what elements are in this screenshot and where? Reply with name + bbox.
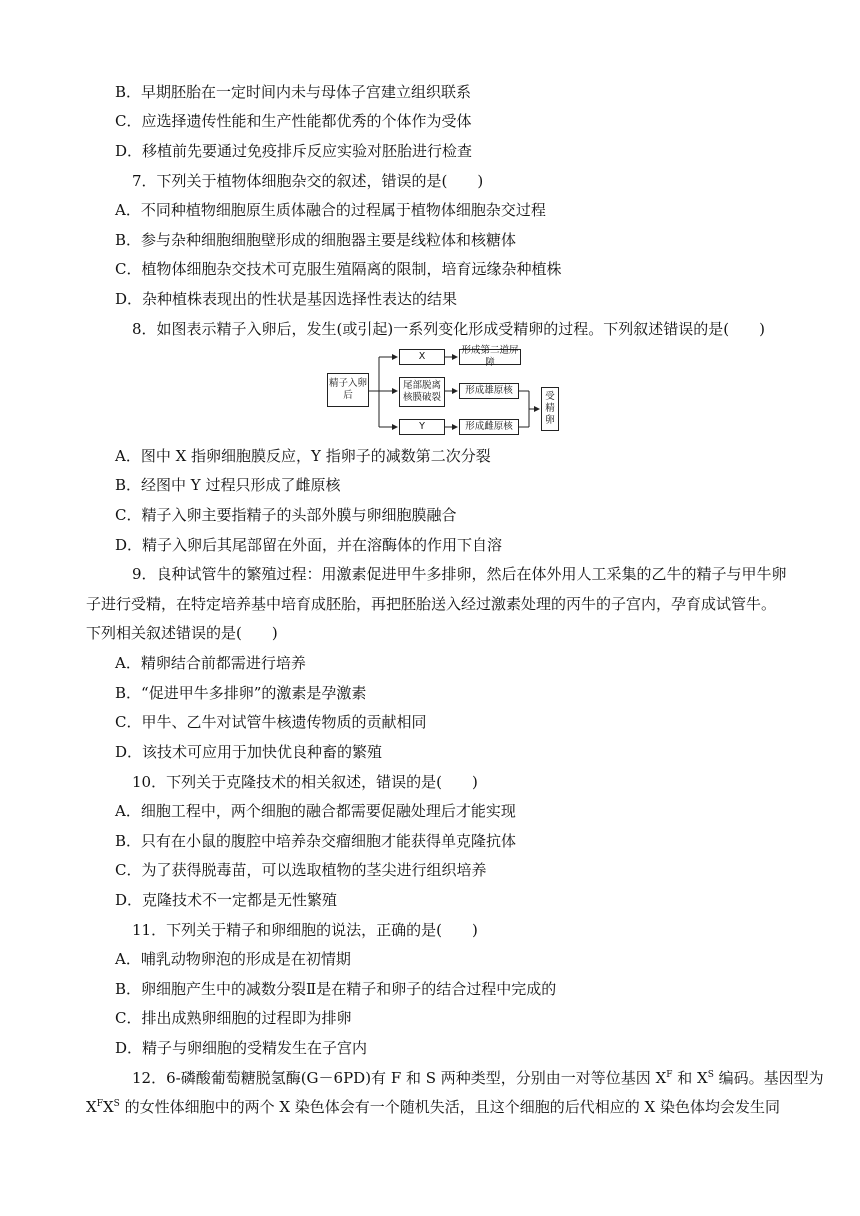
q8-option-d: D．精子入卵后其尾部留在外面，并在溶酶体的作用下自溶 [115,536,503,554]
q9-stem-line2: 子进行受精，在特定培养基中培育成胚胎，再把胚胎送入经过激素处理的丙牛的子宫内，孕育成试管牛。 [86,595,777,613]
q9-option-b: B．“促进甲牛多排卵”的激素是孕激素 [115,684,367,702]
q12-text-2a: X [86,1098,97,1116]
diagram-result-male-pronucleus: 形成雄原核 [459,383,519,399]
q11-option-c: C．排出成熟卵细胞的过程即为排卵 [115,1009,352,1027]
diagram-zygote-box: 受精卵 [541,387,559,431]
q12-text-2c: 的女性体细胞中的两个 X 染色体会有一个随机失活，且这个细胞的后代相应的 X 染色体均会发生同 [119,1098,780,1116]
q7-option-a: A．不同种植物细胞原生质体融合的过程属于植物体细胞杂交过程 [115,201,546,219]
q10-option-d: D．克隆技术不一定都是无性繁殖 [115,891,338,909]
q8-option-a: A．图中 X 指卵细胞膜反应，Y 指卵子的减数第二次分裂 [115,447,491,465]
q6-option-c: C．应选择遗传性能和生产性能都优秀的个体作为受体 [115,112,472,130]
q9-option-d: D．该技术可应用于加快优良种畜的繁殖 [115,743,383,761]
q10-option-b: B．只有在小鼠的腹腔中培养杂交瘤细胞才能获得单克隆抗体 [115,832,517,850]
q12-sup-f: F [666,1070,673,1080]
fertilization-diagram [327,345,563,437]
diagram-mid-box: 尾部脱离核膜破裂 [399,377,445,407]
q9-stem-line1: 9．良种试管牛的繁殖过程：用激素促进甲牛多排卵，然后在体外用人工采集的乙牛的精子与甲牛卵 [132,565,787,583]
q8-option-c: C．精子入卵主要指精子的头部外膜与卵细胞膜融合 [115,506,457,524]
q11-stem: 11．下列关于精子和卵细胞的说法，正确的是( ) [132,921,478,939]
q7-option-c: C．植物体细胞杂交技术可克服生殖隔离的限制，培育远缘杂种植株 [115,260,562,278]
q9-option-c: C．甲牛、乙牛对试管牛核遗传物质的贡献相同 [115,713,427,731]
diagram-result-barrier: 形成第二道屏障 [459,349,521,365]
q12-text-2b: X [102,1098,114,1116]
q10-option-a: A．细胞工程中，两个细胞的融合都需要促融处理后才能实现 [115,802,516,820]
diagram-y-box: Y [399,419,445,435]
q6-option-d: D．移植前先要通过免疫排斥反应实验对胚胎进行检查 [115,142,473,160]
q10-option-c: C．为了获得脱毒苗，可以选取植物的茎尖进行组织培养 [115,861,487,879]
diagram-result-female-pronucleus: 形成雌原核 [459,419,519,435]
q11-option-d: D．精子与卵细胞的受精发生在子宫内 [115,1039,368,1057]
q12-sup-s2: S [113,1099,120,1109]
q12-text-1a: 12．6-磷酸葡萄糖脱氢酶(G－6PD)有 F 和 S 两种类型，分别由一对等位基因 X [132,1069,667,1087]
q7-option-d: D．杂种植株表现出的性状是基因选择性表达的结果 [115,290,458,308]
q8-stem: 8．如图表示精子入卵后，发生(或引起)一系列变化形成受精卵的过程。下列叙述错误的是( ) [132,320,765,338]
q12-sup-s: S [707,1070,714,1080]
q12-stem-line2 [86,1097,780,1117]
q9-stem-line3: 下列相关叙述错误的是( ) [86,624,278,642]
q12-text-1c: 编码。基因型为 [713,1069,824,1087]
q8-option-b: B．经图中 Y 过程只形成了雌原核 [115,476,341,494]
q7-option-b: B．参与杂种细胞细胞壁形成的细胞器主要是线粒体和核糖体 [115,231,517,249]
q12-stem-line1 [132,1068,824,1088]
q9-option-a: A．精卵结合前都需进行培养 [115,654,306,672]
diagram-x-box: X [399,349,445,365]
q12-sup-f2: F [96,1099,103,1109]
q12-text-1b: 和 X [672,1069,708,1087]
q11-option-b: B．卵细胞产生中的减数分裂Ⅱ是在精子和卵子的结合过程中完成的 [115,980,557,998]
q11-option-a: A．哺乳动物卵泡的形成是在初情期 [115,950,351,968]
q6-option-b: B．早期胚胎在一定时间内未与母体子宫建立组织联系 [115,83,472,101]
q7-stem: 7．下列关于植物体细胞杂交的叙述，错误的是( ) [132,172,484,190]
diagram-start-box: 精子入卵后 [327,373,369,407]
q10-stem: 10．下列关于克隆技术的相关叙述，错误的是( ) [132,773,478,791]
